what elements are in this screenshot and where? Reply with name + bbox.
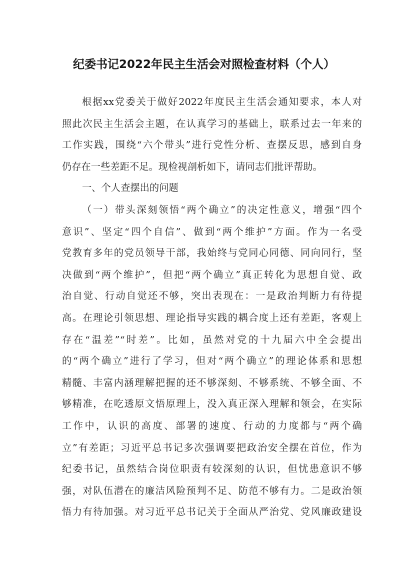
- text-line: 决做到“两个维护”，但把“两个确立”真正转化为思想自觉、政: [62, 269, 362, 281]
- text-line: 工作中，认识的高度、部署的速度、行动的力度都与“两个确: [62, 420, 362, 432]
- text-line: 高。在理论引领思想、理论指导实践的耦合度上还有差距，客观上: [62, 312, 362, 324]
- text-line: 照此次民主生活会主题，在认真学习的基础上，联系过去一年来的: [62, 118, 362, 130]
- text-line: 纪委书记，虽然结合岗位职责有较深刻的认识，但忧患意识不够: [62, 464, 362, 476]
- text-line: 工作实践，围绕“六个带头”进行党性分析、查摆反思，感到自身: [62, 140, 362, 152]
- text-line: 够精准，在吃透原文悟原理上，没入真正深入理解和领会，在实际: [62, 399, 362, 411]
- document-body: [62, 92, 362, 524]
- text-line: 仍存在一些差距不足。现检视剖析如下，请同志们批评帮助。: [62, 161, 323, 173]
- text-line: 治自觉、行动自觉还不够，突出表现在：一是政治判断力有待提: [62, 291, 362, 303]
- text-line: （一）带头深刻领悟“两个确立”的决定性意义，增强“四个: [82, 204, 362, 216]
- text-line: 立”有差距；习近平总书记多次强调要把政治安全摆在首位，作为: [62, 442, 362, 454]
- text-line: 悟力有待加强。对习近平总书记关于全面从严治党、党风廉政建设: [62, 507, 362, 519]
- text-line: 党教育多年的党员领导干部，我始终与党同心同德、同向同行，坚: [62, 248, 362, 260]
- text-line: 根据xx党委关于做好2022年度民主生活会通知要求，本人对: [82, 97, 362, 108]
- text-line: 意识”、坚定“四个自信”、做到“两个维护”方面。作为一名受: [62, 226, 362, 238]
- document-title: 纪委书记2022年民主生活会对照检查材料（个人）: [72, 57, 335, 71]
- text-line: 的“两个确立”进行了学习，但对“两个确立”的理论体系和思想: [62, 356, 362, 368]
- text-line: 存在“温差”“时差”。比如，虽然对党的十九届六中全会提出: [62, 334, 362, 346]
- text-line: 一、个人查摆出的问题: [82, 183, 179, 195]
- text-line: 强，对队伍潜在的廉洁风险预判不足、防范不够有力。二是政治领: [62, 485, 362, 497]
- text-line: 精髓、丰富内涵理解把握的还不够深刻、不够系统、不够全面、不: [62, 377, 362, 389]
